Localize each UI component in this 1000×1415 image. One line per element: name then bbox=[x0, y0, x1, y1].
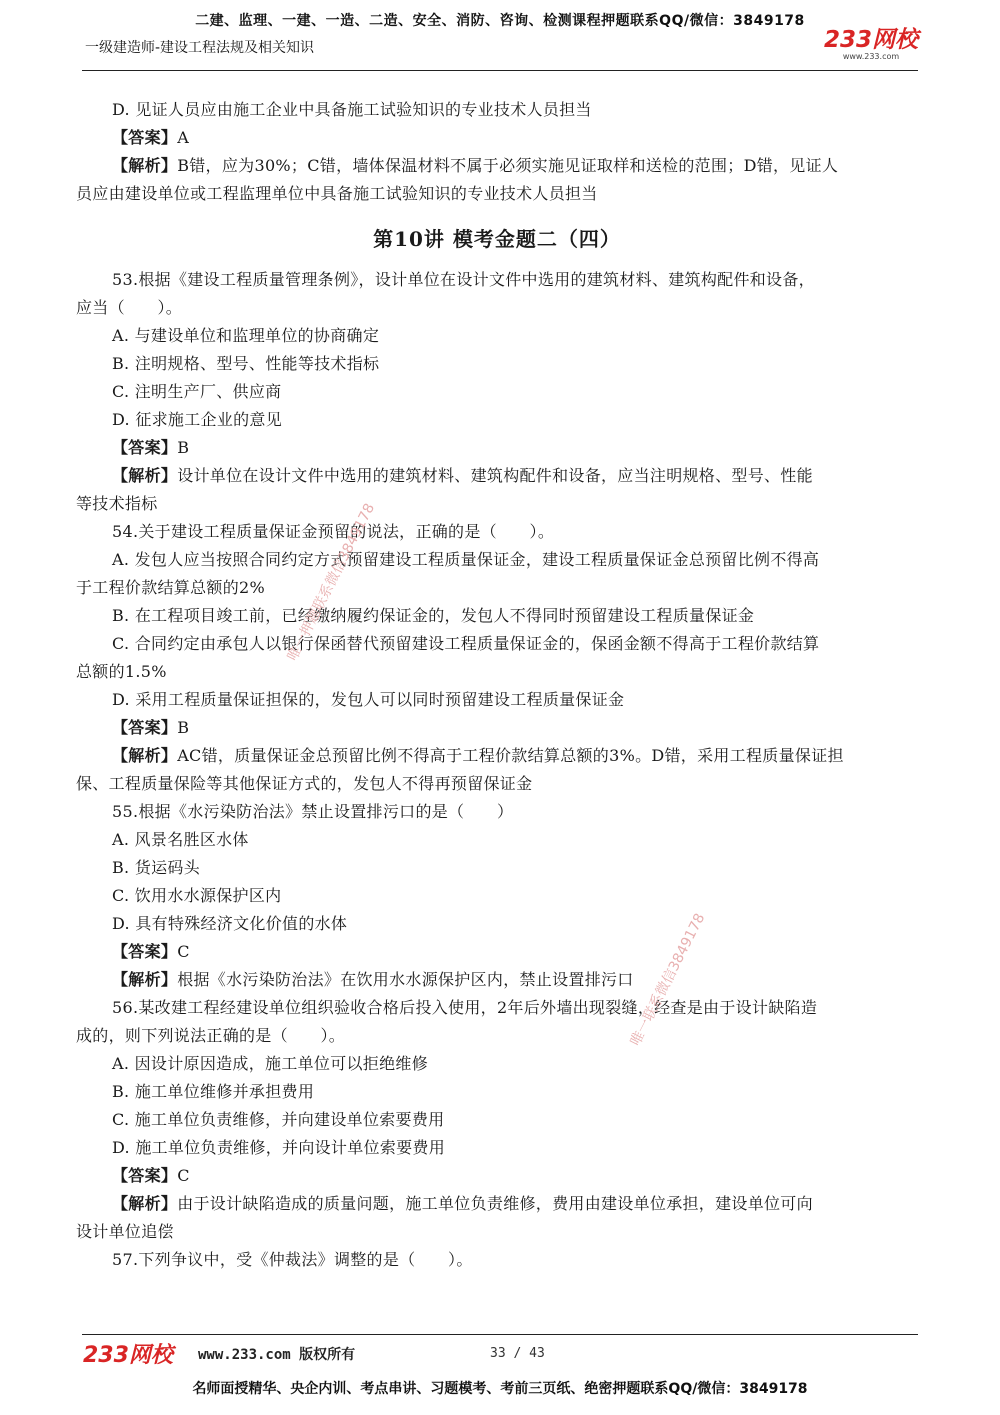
q53-option-b: B. 注明规格、型号、性能等技术指标 bbox=[112, 354, 380, 373]
answer-value: C bbox=[177, 1166, 190, 1185]
q54-option-a-cont: 于工程价款结算总额的2% bbox=[76, 578, 265, 597]
q56-option-a: A. 因设计原因造成，施工单位可以拒绝维修 bbox=[112, 1054, 429, 1073]
header-subtitle: 一级建造师-建设工程法规及相关知识 bbox=[85, 40, 315, 56]
q55-option-d: D. 具有特殊经济文化价值的水体 bbox=[112, 914, 348, 933]
q55-option-a: A. 风景名胜区水体 bbox=[112, 830, 249, 849]
footer-logo: 233网校 bbox=[83, 1343, 173, 1368]
q53-stem-cont: 应当（ ）。 bbox=[76, 298, 183, 317]
q53-option-d: D. 征求施工企业的意见 bbox=[112, 410, 283, 429]
watermark-1: 唯一押题联系微信3849178 bbox=[284, 501, 379, 664]
q54-option-a: A. 发包人应当按照合同约定方式预留建设工程质量保证金，建设工程质量保证金总预留比例不得高 bbox=[112, 550, 820, 569]
q56-analysis bbox=[76, 1190, 918, 1218]
prev-analysis-cont: 员应由建设单位或工程监理单位中具备施工试验知识的专业技术人员担当 bbox=[76, 184, 598, 203]
answer-label: 【答案】 bbox=[112, 942, 178, 961]
q56-analysis-cont: 设计单位追偿 bbox=[76, 1222, 174, 1241]
prev-answer bbox=[76, 124, 918, 152]
q54-option-b: B. 在工程项目竣工前，已经缴纳履约保证金的，发包人不得同时预留建设工程质量保证金 bbox=[112, 606, 755, 625]
q54-answer bbox=[76, 714, 918, 742]
answer-value: A bbox=[177, 128, 190, 147]
watermark-2: 唯一联系微信3849178 bbox=[627, 910, 709, 1049]
analysis-label: 【解析】 bbox=[112, 970, 178, 989]
q57-stem: 57.下列争议中，受《仲裁法》调整的是（ ）。 bbox=[112, 1250, 473, 1269]
answer-value: B bbox=[177, 438, 190, 457]
analysis-text: 根据《水污染防治法》在饮用水水源保护区内，禁止设置排污口 bbox=[177, 970, 634, 989]
q54-stem: 54.关于建设工程质量保证金预留的说法，正确的是（ ）。 bbox=[112, 522, 555, 541]
footer-banner: 名师面授精华、央企内训、考点串讲、习题模考、考前三页纸、绝密押题联系QQ/微信：3849178 bbox=[192, 1381, 808, 1397]
page-number: 33 / 43 bbox=[490, 1346, 545, 1361]
answer-label: 【答案】 bbox=[112, 438, 178, 457]
q56-option-d: D. 施工单位负责维修，并向设计单位索要费用 bbox=[112, 1138, 446, 1157]
prev-option-d: D. 见证人员应由施工企业中具备施工试验知识的专业技术人员担当 bbox=[112, 100, 592, 119]
q56-answer bbox=[76, 1162, 918, 1190]
answer-value: C bbox=[177, 942, 190, 961]
q55-stem: 55.根据《水污染防治法》禁止设置排污口的是（ ） bbox=[112, 802, 514, 821]
q54-option-c-cont: 总额的1.5% bbox=[76, 662, 167, 681]
answer-label: 【答案】 bbox=[112, 128, 178, 147]
prev-analysis bbox=[76, 152, 918, 180]
q55-answer bbox=[76, 938, 918, 966]
answer-label: 【答案】 bbox=[112, 1166, 178, 1185]
section-title: 第10讲 模考金题二（四） bbox=[373, 227, 621, 251]
footer-divider bbox=[82, 1334, 918, 1335]
q53-analysis bbox=[76, 462, 918, 490]
answer-value: B bbox=[177, 718, 190, 737]
analysis-label: 【解析】 bbox=[112, 746, 178, 765]
analysis-text: AC错，质量保证金总预留比例不得高于工程价款结算总额的3%。D错，采用工程质量保证担 bbox=[177, 746, 844, 765]
analysis-label: 【解析】 bbox=[112, 156, 178, 175]
q56-stem: 56.某改建工程经建设单位组织验收合格后投入使用，2年后外墙出现裂缝，经查是由于设计缺陷造 bbox=[112, 998, 818, 1017]
q55-analysis bbox=[76, 966, 918, 994]
header-divider bbox=[82, 70, 918, 71]
logo-url: www.233.com bbox=[842, 52, 900, 61]
q53-option-c: C. 注明生产厂、供应商 bbox=[112, 382, 282, 401]
analysis-text: 由于设计缺陷造成的质量问题，施工单位负责维修，费用由建设单位承担，建设单位可向 bbox=[177, 1194, 813, 1213]
answer-label: 【答案】 bbox=[112, 718, 178, 737]
document-body bbox=[76, 96, 918, 1274]
q54-analysis-cont: 保、工程质量保险等其他保证方式的，发包人不得再预留保证金 bbox=[76, 774, 533, 793]
q54-option-c: C. 合同约定由承包人以银行保函替代预留建设工程质量保证金的，保函金额不得高于工程价款结算 bbox=[112, 634, 820, 653]
logo-text: 233网校 bbox=[823, 27, 918, 53]
q55-option-b: B. 货运码头 bbox=[112, 858, 201, 877]
analysis-label: 【解析】 bbox=[112, 1194, 178, 1213]
analysis-text: B错，应为30%；C错，墙体保温材料不属于必须实施见证取样和送检的范围；D错，见证人 bbox=[177, 156, 839, 175]
q53-answer bbox=[76, 434, 918, 462]
q53-analysis-cont: 等技术指标 bbox=[76, 494, 158, 513]
analysis-label: 【解析】 bbox=[112, 466, 178, 485]
q54-option-d: D. 采用工程质量保证担保的，发包人可以同时预留建设工程质量保证金 bbox=[112, 690, 625, 709]
q56-option-b: B. 施工单位维修并承担费用 bbox=[112, 1082, 315, 1101]
q55-option-c: C. 饮用水水源保护区内 bbox=[112, 886, 282, 905]
header-logo bbox=[824, 28, 918, 62]
q56-stem-cont: 成的，则下列说法正确的是（ ）。 bbox=[76, 1026, 346, 1045]
q56-option-c: C. 施工单位负责维修，并向建设单位索要费用 bbox=[112, 1110, 445, 1129]
analysis-text: 设计单位在设计文件中选用的建筑材料、建筑构配件和设备，应当注明规格、型号、性能 bbox=[177, 466, 813, 485]
q53-option-a: A. 与建设单位和监理单位的协商确定 bbox=[112, 326, 380, 345]
q53-stem: 53.根据《建设工程质量管理条例》，设计单位在设计文件中选用的建筑材料、建筑构配件和设备， bbox=[112, 270, 815, 289]
q54-analysis bbox=[76, 742, 918, 770]
footer-copyright: www.233.com 版权所有 bbox=[198, 1347, 356, 1363]
header-banner: 二建、监理、一建、一造、二造、安全、消防、咨询、检测课程押题联系QQ/微信：3849178 bbox=[195, 13, 805, 29]
